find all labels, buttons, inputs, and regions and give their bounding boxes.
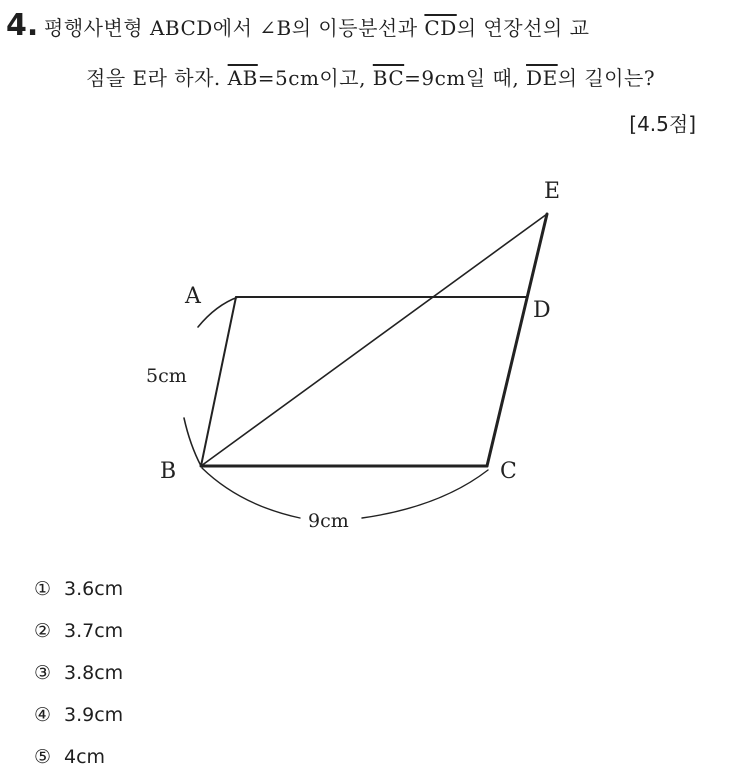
- question-text-part: 의 연장선의 교: [456, 16, 590, 40]
- choice-text: 3.8cm: [64, 662, 124, 684]
- vertex-label-e: E: [544, 179, 561, 204]
- choice-text: 3.9cm: [64, 704, 124, 726]
- choice-3[interactable]: [34, 652, 123, 694]
- dimension-arc-bc: [362, 470, 488, 518]
- segment-bc: $\overline{BC}$: [372, 66, 405, 90]
- choice-marker: ③: [34, 662, 52, 684]
- choice-marker: ②: [34, 620, 52, 642]
- question-text-part: 평행사변형 ABCD에서 ∠B의 이등분선과: [44, 16, 425, 40]
- length-label-ab: 5cm: [146, 365, 187, 387]
- vertex-label-d: D: [533, 298, 551, 323]
- choice-text: 3.7cm: [64, 620, 124, 642]
- vertex-label-a: A: [185, 284, 201, 309]
- arc-near-b: [184, 418, 201, 466]
- vertex-label-c: C: [500, 459, 517, 484]
- choice-5[interactable]: [34, 736, 123, 778]
- segment-cd: $\overline{CD}$: [424, 16, 457, 40]
- segment-de: $\overline{DE}$: [526, 66, 558, 90]
- segment-ab: $\overline{AB}$: [227, 66, 258, 90]
- length-label-bc: 9cm: [308, 510, 349, 532]
- question-text-part: 의 길이는?: [557, 66, 656, 90]
- side-ab: [201, 297, 236, 466]
- choice-2[interactable]: [34, 610, 123, 652]
- score-label: [4.5점]: [629, 112, 696, 136]
- answer-choices: [34, 568, 123, 778]
- question-text-part: =5cm이고,: [257, 66, 373, 90]
- choice-marker: ④: [34, 704, 52, 726]
- choice-text: 3.6cm: [64, 578, 124, 600]
- choice-marker: ⑤: [34, 746, 52, 768]
- dimension-arc-bc: [202, 468, 300, 518]
- question-text-part: 점을 E라 하자.: [86, 66, 228, 90]
- choice-1[interactable]: [34, 568, 123, 610]
- choice-marker: ①: [34, 578, 52, 600]
- question-number: 4.: [6, 8, 39, 43]
- vertex-label-b: B: [160, 459, 177, 484]
- question-text-part: =9cm일 때,: [404, 66, 527, 90]
- choice-4[interactable]: [34, 694, 123, 736]
- choice-text: 4cm: [64, 746, 106, 768]
